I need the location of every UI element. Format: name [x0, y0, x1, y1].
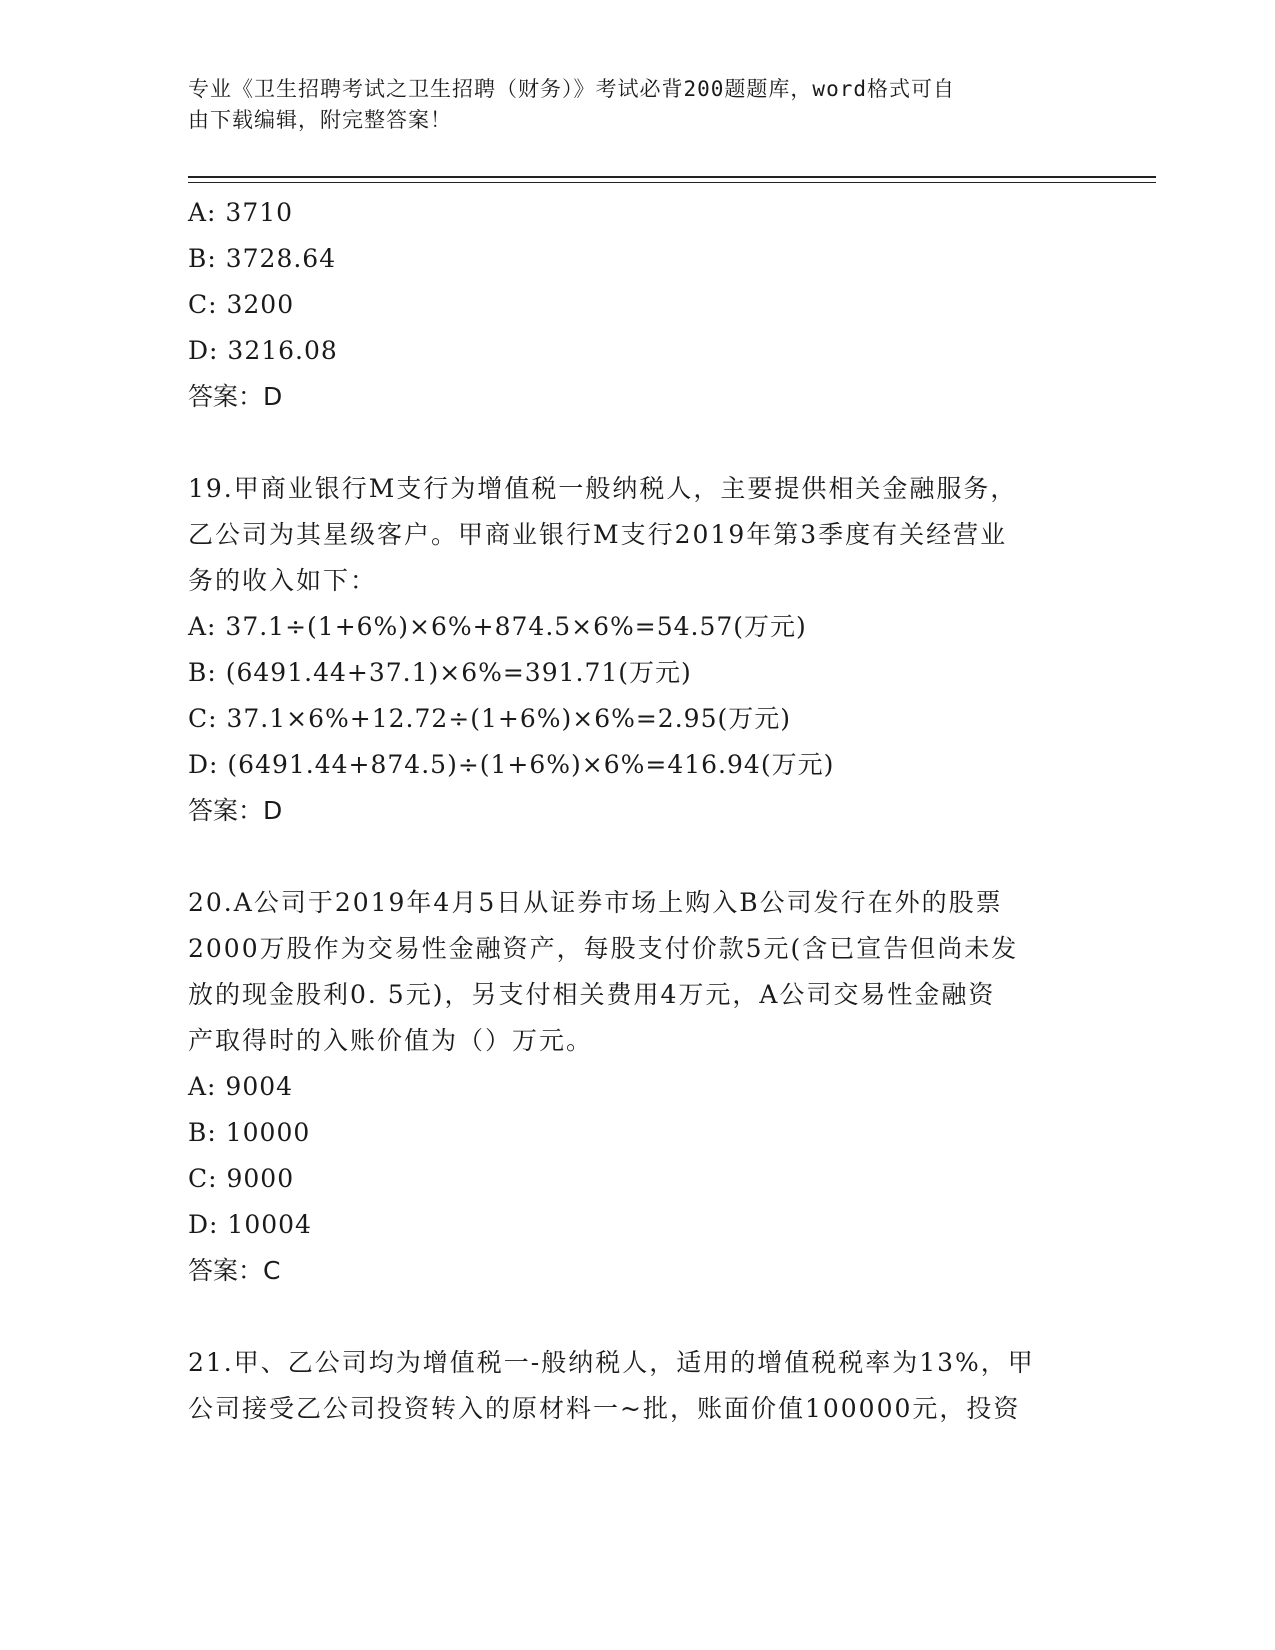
header-divider-thick — [188, 176, 1156, 178]
document-body — [188, 190, 1088, 1432]
option-d: D: (6491.44+874.5)÷(1+6%)×6%=416.94(万元) — [188, 750, 835, 779]
answer-line: 答案：D — [188, 382, 283, 411]
option-b: B: 3728.64 — [188, 244, 337, 273]
option-b: B: (6491.44+37.1)×6%=391.71(万元) — [188, 658, 692, 687]
spacer — [188, 834, 1088, 880]
answer-line: 答案：D — [188, 796, 283, 825]
question-text-line: 放的现金股利0. 5元)，另支付相关费用4万元，A公司交易性金融资 — [188, 980, 996, 1009]
header-title-line-2: 由下载编辑，附完整答案！ — [188, 108, 452, 132]
question-21 — [188, 1340, 1088, 1432]
question-text-line: 产取得时的入账价值为（）万元。 — [188, 1026, 594, 1055]
question-text-line: 2000万股作为交易性金融资产，每股支付价款5元(含已宣告但尚未发 — [188, 934, 1019, 963]
spacer — [188, 1294, 1088, 1340]
option-a: A: 37.1÷(1+6%)×6%+874.5×6%=54.57(万元) — [188, 612, 807, 641]
header-title-line-1: 专业《卫生招聘考试之卫生招聘（财务）》考试必背200题题库，word格式可自 — [188, 77, 955, 101]
question-18-options — [188, 190, 1088, 420]
option-b: B: 10000 — [188, 1118, 311, 1147]
option-d: D: 3216.08 — [188, 336, 338, 365]
option-c: C: 3200 — [188, 290, 295, 319]
question-text-line: 19.甲商业银行M支行为增值税一般纳税人，主要提供相关金融服务， — [188, 474, 1018, 503]
option-a: A: 9004 — [188, 1072, 294, 1101]
question-text-line: 乙公司为其星级客户。甲商业银行M支行2019年第3季度有关经营业 — [188, 520, 1008, 549]
question-text-line: 务的收入如下： — [188, 566, 378, 595]
page-header — [188, 74, 1068, 136]
question-text-line: 20.A公司于2019年4月5日从证券市场上购入B公司发行在外的股票 — [188, 888, 1003, 917]
header-divider-thin — [188, 182, 1156, 183]
option-c: C: 37.1×6%+12.72÷(1+6%)×6%=2.95(万元) — [188, 704, 791, 733]
spacer — [188, 420, 1088, 466]
answer-line: 答案：C — [188, 1256, 281, 1285]
option-a: A: 3710 — [188, 198, 294, 227]
question-text-line: 21.甲、乙公司均为增值税一-般纳税人，适用的增值税税率为13%，甲 — [188, 1348, 1035, 1377]
option-c: C: 9000 — [188, 1164, 295, 1193]
question-19 — [188, 466, 1088, 834]
question-text-line: 公司接受乙公司投资转入的原材料一~批，账面价值100000元，投资 — [188, 1394, 1021, 1423]
question-20 — [188, 880, 1088, 1294]
option-d: D: 10004 — [188, 1210, 312, 1239]
